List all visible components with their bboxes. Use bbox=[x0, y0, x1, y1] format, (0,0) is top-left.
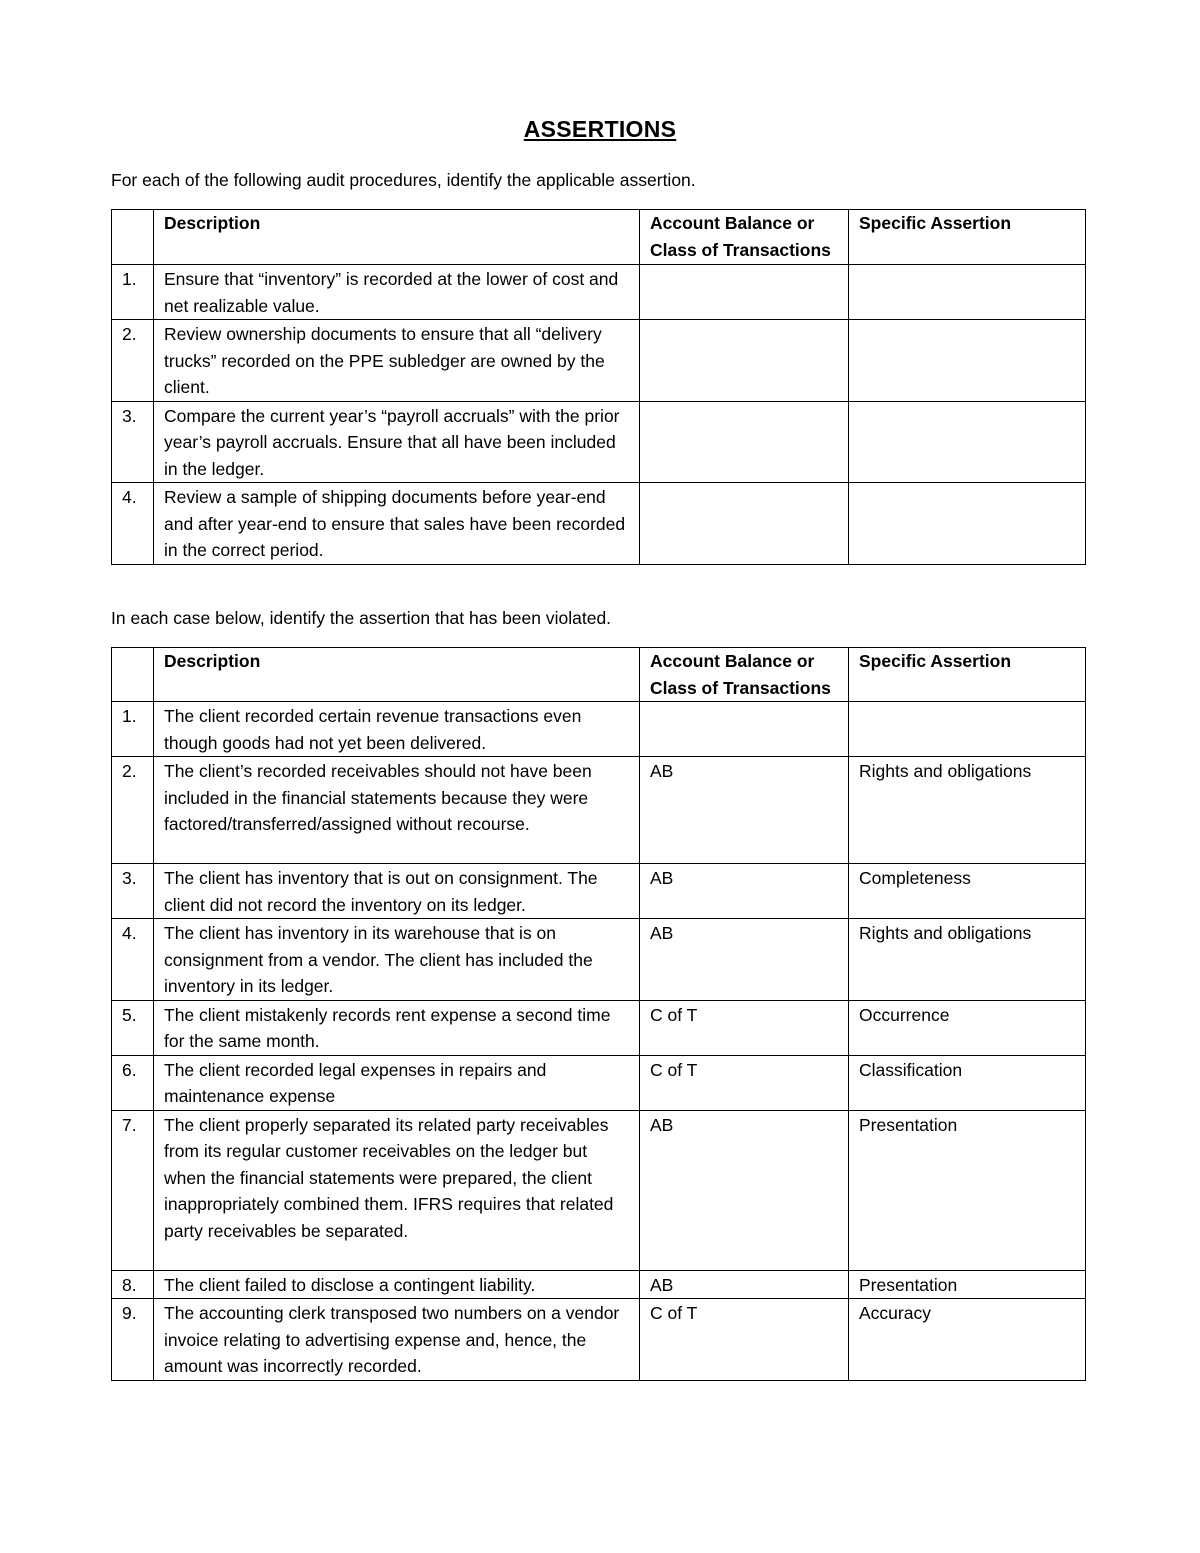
row-assertion-cell[interactable]: Rights and obligations bbox=[849, 757, 1086, 864]
header-description: Description bbox=[154, 648, 640, 702]
table-row bbox=[112, 401, 1086, 483]
row-assertion-cell[interactable] bbox=[849, 702, 1086, 757]
header-assertion: Specific Assertion bbox=[849, 210, 1086, 265]
row-account-cell[interactable]: AB bbox=[640, 1110, 849, 1270]
table-header-row bbox=[112, 210, 1086, 265]
procedures-table bbox=[111, 209, 1086, 565]
row-description: The client’s recorded receivables should not have been included in the financial statements because they were factored/transferred/assigned without recourse. bbox=[154, 757, 640, 864]
row-account-cell[interactable]: AB bbox=[640, 864, 849, 919]
header-number bbox=[112, 210, 154, 265]
row-number: 7. bbox=[112, 1110, 154, 1270]
row-number: 5. bbox=[112, 1000, 154, 1055]
row-description: The client properly separated its related party receivables from its regular customer receivables on the ledger but when the financial statements were prepared, the client inappropriately combined them. IFRS requires that related party receivables be separated. bbox=[154, 1110, 640, 1270]
row-assertion-cell[interactable]: Rights and obligations bbox=[849, 919, 1086, 1001]
row-number: 6. bbox=[112, 1055, 154, 1110]
row-description: The client has inventory that is out on consignment. The client did not record the inventory on its ledger. bbox=[154, 864, 640, 919]
row-account-cell[interactable]: C of T bbox=[640, 1055, 849, 1110]
row-account-cell[interactable] bbox=[640, 702, 849, 757]
row-account-cell[interactable]: AB bbox=[640, 1270, 849, 1299]
row-assertion-cell[interactable]: Completeness bbox=[849, 864, 1086, 919]
row-account-cell[interactable]: C of T bbox=[640, 1299, 849, 1381]
row-description: The client failed to disclose a contingent liability. bbox=[154, 1270, 640, 1299]
row-assertion-cell[interactable] bbox=[849, 265, 1086, 320]
row-description: The accounting clerk transposed two numbers on a vendor invoice relating to advertising expense and, hence, the amount was incorrectly recorded. bbox=[154, 1299, 640, 1381]
row-number: 4. bbox=[112, 919, 154, 1001]
row-assertion-cell[interactable] bbox=[849, 483, 1086, 565]
table-row bbox=[112, 757, 1086, 864]
row-number: 2. bbox=[112, 757, 154, 864]
table-row bbox=[112, 1270, 1086, 1299]
row-assertion-cell[interactable]: Occurrence bbox=[849, 1000, 1086, 1055]
row-account-cell[interactable] bbox=[640, 320, 849, 402]
row-number: 8. bbox=[112, 1270, 154, 1299]
table-row bbox=[112, 320, 1086, 402]
row-description: The client mistakenly records rent expense a second time for the same month. bbox=[154, 1000, 640, 1055]
row-assertion-cell[interactable]: Presentation bbox=[849, 1270, 1086, 1299]
header-description: Description bbox=[154, 210, 640, 265]
table-row bbox=[112, 265, 1086, 320]
row-account-cell[interactable] bbox=[640, 265, 849, 320]
table-row bbox=[112, 483, 1086, 565]
row-number: 1. bbox=[112, 702, 154, 757]
row-description: The client recorded certain revenue transactions even though goods had not yet been delivered. bbox=[154, 702, 640, 757]
violations-table bbox=[111, 647, 1086, 1381]
row-account-cell[interactable]: AB bbox=[640, 919, 849, 1001]
row-description: The client has inventory in its warehouse that is on consignment from a vendor. The client has included the inventory in its ledger. bbox=[154, 919, 640, 1001]
row-number: 3. bbox=[112, 401, 154, 483]
section1-instruction: For each of the following audit procedures, identify the applicable assertion. bbox=[111, 170, 696, 190]
row-account-cell[interactable] bbox=[640, 483, 849, 565]
row-number: 1. bbox=[112, 265, 154, 320]
row-number: 2. bbox=[112, 320, 154, 402]
row-account-cell[interactable]: C of T bbox=[640, 1000, 849, 1055]
table-row bbox=[112, 1000, 1086, 1055]
table-row bbox=[112, 919, 1086, 1001]
row-assertion-cell[interactable]: Classification bbox=[849, 1055, 1086, 1110]
row-assertion-cell[interactable]: Presentation bbox=[849, 1110, 1086, 1270]
row-description: Compare the current year’s “payroll accruals” with the prior year’s payroll accruals. Ensure that all have been included in the ledger. bbox=[154, 401, 640, 483]
row-assertion-cell[interactable]: Accuracy bbox=[849, 1299, 1086, 1381]
header-account: Account Balance or Class of Transactions bbox=[640, 210, 849, 265]
row-assertion-cell[interactable] bbox=[849, 401, 1086, 483]
row-number: 3. bbox=[112, 864, 154, 919]
header-number bbox=[112, 648, 154, 702]
table-row bbox=[112, 1055, 1086, 1110]
row-account-cell[interactable] bbox=[640, 401, 849, 483]
section2-instruction: In each case below, identify the assertion that has been violated. bbox=[111, 608, 612, 628]
table-row bbox=[112, 702, 1086, 757]
row-number: 9. bbox=[112, 1299, 154, 1381]
row-account-cell[interactable]: AB bbox=[640, 757, 849, 864]
table-header-row bbox=[112, 648, 1086, 702]
row-number: 4. bbox=[112, 483, 154, 565]
row-description: The client recorded legal expenses in repairs and maintenance expense bbox=[154, 1055, 640, 1110]
row-description: Review ownership documents to ensure that all “delivery trucks” recorded on the PPE subledger are owned by the client. bbox=[154, 320, 640, 402]
table-row bbox=[112, 1110, 1086, 1270]
table-row bbox=[112, 864, 1086, 919]
header-account: Account Balance or Class of Transactions bbox=[640, 648, 849, 702]
row-description: Ensure that “inventory” is recorded at the lower of cost and net realizable value. bbox=[154, 265, 640, 320]
header-assertion: Specific Assertion bbox=[849, 648, 1086, 702]
page-title: ASSERTIONS bbox=[523, 116, 677, 142]
table-row bbox=[112, 1299, 1086, 1381]
row-assertion-cell[interactable] bbox=[849, 320, 1086, 402]
row-description: Review a sample of shipping documents before year-end and after year-end to ensure that sales have been recorded in the correct period. bbox=[154, 483, 640, 565]
